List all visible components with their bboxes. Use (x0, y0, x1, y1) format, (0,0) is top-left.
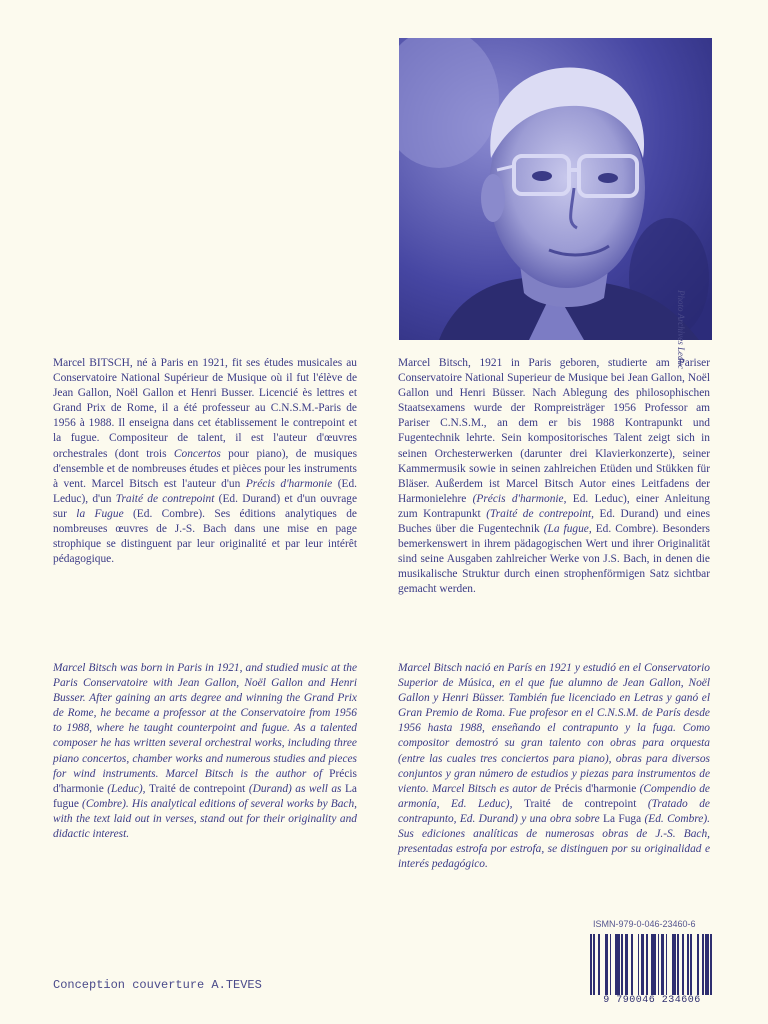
portrait-illustration (399, 38, 712, 340)
text-english-paragraph (53, 661, 357, 842)
text-french-paragraph (53, 356, 357, 567)
fr-part: (Ed. Durand) et d'un ouvrage sur (53, 492, 358, 520)
fr-part: pour piano), de musiques d'ensemble et de nombreuses études et pièces pour les instruments à vent. Marcel Bitsch est l'auteur d'un (53, 447, 357, 490)
fr-part: (Ed. Leduc), d'un (53, 477, 357, 505)
cover-credit: Conception couverture A.TEVES (53, 978, 262, 992)
text-german (398, 356, 710, 598)
fr-part: la Fugue (76, 507, 124, 520)
de-part: Ed. Combre). Besonders bemerkenswert in ihrem pädagogischen Wert und ihrer Originalität sind seine Ausgaben zahlreicher Werke von J.S. Bach, in denen die musikalische Struktur durch einen strophenförmigen Satz sichtbar gemacht werden. (398, 523, 710, 596)
de-part: (Précis d'harmonie (472, 492, 564, 505)
fr-part: (Ed. Combre). Ses éditions analytiques de nombreuses œuvres de J.-S. Bach dans une mise en page strophique se distinguent par leur originalité et par leur intérêt pédagogique. (53, 507, 357, 566)
ismn-number: ISMN-979-0-046-23460-6 (593, 919, 696, 929)
barcode-bars (590, 934, 714, 1004)
portrait-photo (399, 38, 712, 340)
fr-part: Marcel BITSCH, né à Paris en 1921, fit ses études musicales au Conservatoire National Supérieur de Musique où il fut l'élève de Jean Gallon, Noël Gallon et Henri Busser. Licencié ès lettres et Grand Prix de Rome, il a été professeur au C.N.S.M.-Paris de 1956 à 1988. Il enseigna dans cet établissement le contrepoint et la fugue. Compositeur de talent, il est l'auteur d'œuvres orchestrales (dont trois (53, 357, 357, 460)
en-part: La fugue (53, 782, 357, 810)
barcode-number: 9 790046 234606 (590, 995, 714, 1009)
text-spanish (398, 661, 710, 872)
text-french (53, 356, 357, 567)
fr-part: Concertos (173, 447, 221, 460)
en-part: (Durand) as well as (245, 782, 345, 795)
de-part: (Traité de contrepoint, (486, 507, 594, 520)
barcode-gap (712, 934, 714, 1004)
en-part: Précis d'harmonie (53, 767, 357, 795)
es-part: Traité de contrepoint (523, 797, 637, 810)
de-part: Ed. Durand) und eines Buches über die Fugentechnik (398, 507, 710, 536)
es-part: Marcel Bitsch nació en París en 1921 y estudió en el Conservatorio Superior de Música, en el que fue alumno de Jean Gallon, Noël Gallon y Henri Büsser. También fue licenciado en Letras y ganó el Gran Premio de Roma. Fue profesor en el C.N.S.M. de París desde 1956 hasta 1988, enseñando el contrapunto y la fuga. Como compositor demostró su gran talento con obras para orquesta (entre las cuales tres conciertos para piano), obras para diversos conjuntos y gran número de estudios y piezas para instrumentos de viento. Marcel Bitsch es autor de (398, 662, 710, 795)
es-part: Précis d'harmonie (554, 782, 637, 795)
text-german-paragraph (398, 356, 710, 598)
fr-part: Précis d'harmonie (245, 477, 333, 490)
text-spanish-paragraph (398, 661, 710, 872)
de-part: (La fugue, (543, 523, 592, 536)
photo-credit: Photo Archives Leduc (676, 290, 686, 369)
es-part: La Fuga (603, 812, 642, 825)
text-english (53, 661, 357, 842)
es-part: (Ed. Combre). Sus ediciones analíticas de numerosas obras de J.-S. Bach, presentadas estrofa por estrofa, se distinguen por su originalidad e interés pedagógico. (398, 812, 711, 871)
en-part: (Combre). His analytical editions of several works by Bach, with the text laid out in verses, stand out for their originality and didactic interest. (53, 797, 357, 841)
de-part: Marcel Bitsch, 1921 in Paris geboren, studierte am Pariser Conservatoire National Superieur de Musique bei Jean Gallon, Noël Gallon und Henri Büsser. Nach Ablegung des philosophischen Staatsexamens wurde der Rompreisträger 1956 Professor am Pariser C.N.S.M., an dem er bis 1988 Kontrapunkt und Fugentechnik lehrte. Sein kompositorisches Talent zeigt sich in seinen Orchesterwerken (darunter drei Klavierkonzerte), seiner Kammermusik sowie in seinen zahlreichen Etüden und Stükken für Bläser. Außerdem ist Marcel Bitsch Autor eines Leitfadens der Harmonielehre (398, 357, 710, 505)
en-part: (Leduc), (103, 782, 149, 795)
de-part: , Ed. Leduc), einer Anleitung zum Kontrapunkt (398, 492, 710, 520)
barcode (590, 934, 714, 1012)
es-part: (Tratado de contrapunto, Ed. Durand) y una obra sobre (398, 797, 710, 825)
fr-part: Traité de contrepoint (115, 492, 215, 505)
es-part: (Compendio de armonía, Ed. Leduc), (398, 782, 710, 810)
en-part: Marcel Bitsch was born in Paris in 1921, and studied music at the Paris Conservatoire with Jean Gallon, Noël Gallon and Henri Busser. After gaining an arts degree and winning the Grand Prix de Rome, he became a professor at the Conservatoire from 1956 to 1988, where he taught counterpoint and fugue. As a talented composer he has written several orchestral works, including three piano concertos, chamber works and numerous studies and pieces for wind instruments. Marcel Bitsch is the author of (53, 662, 357, 780)
en-part: Traité de contrepoint (148, 782, 246, 795)
